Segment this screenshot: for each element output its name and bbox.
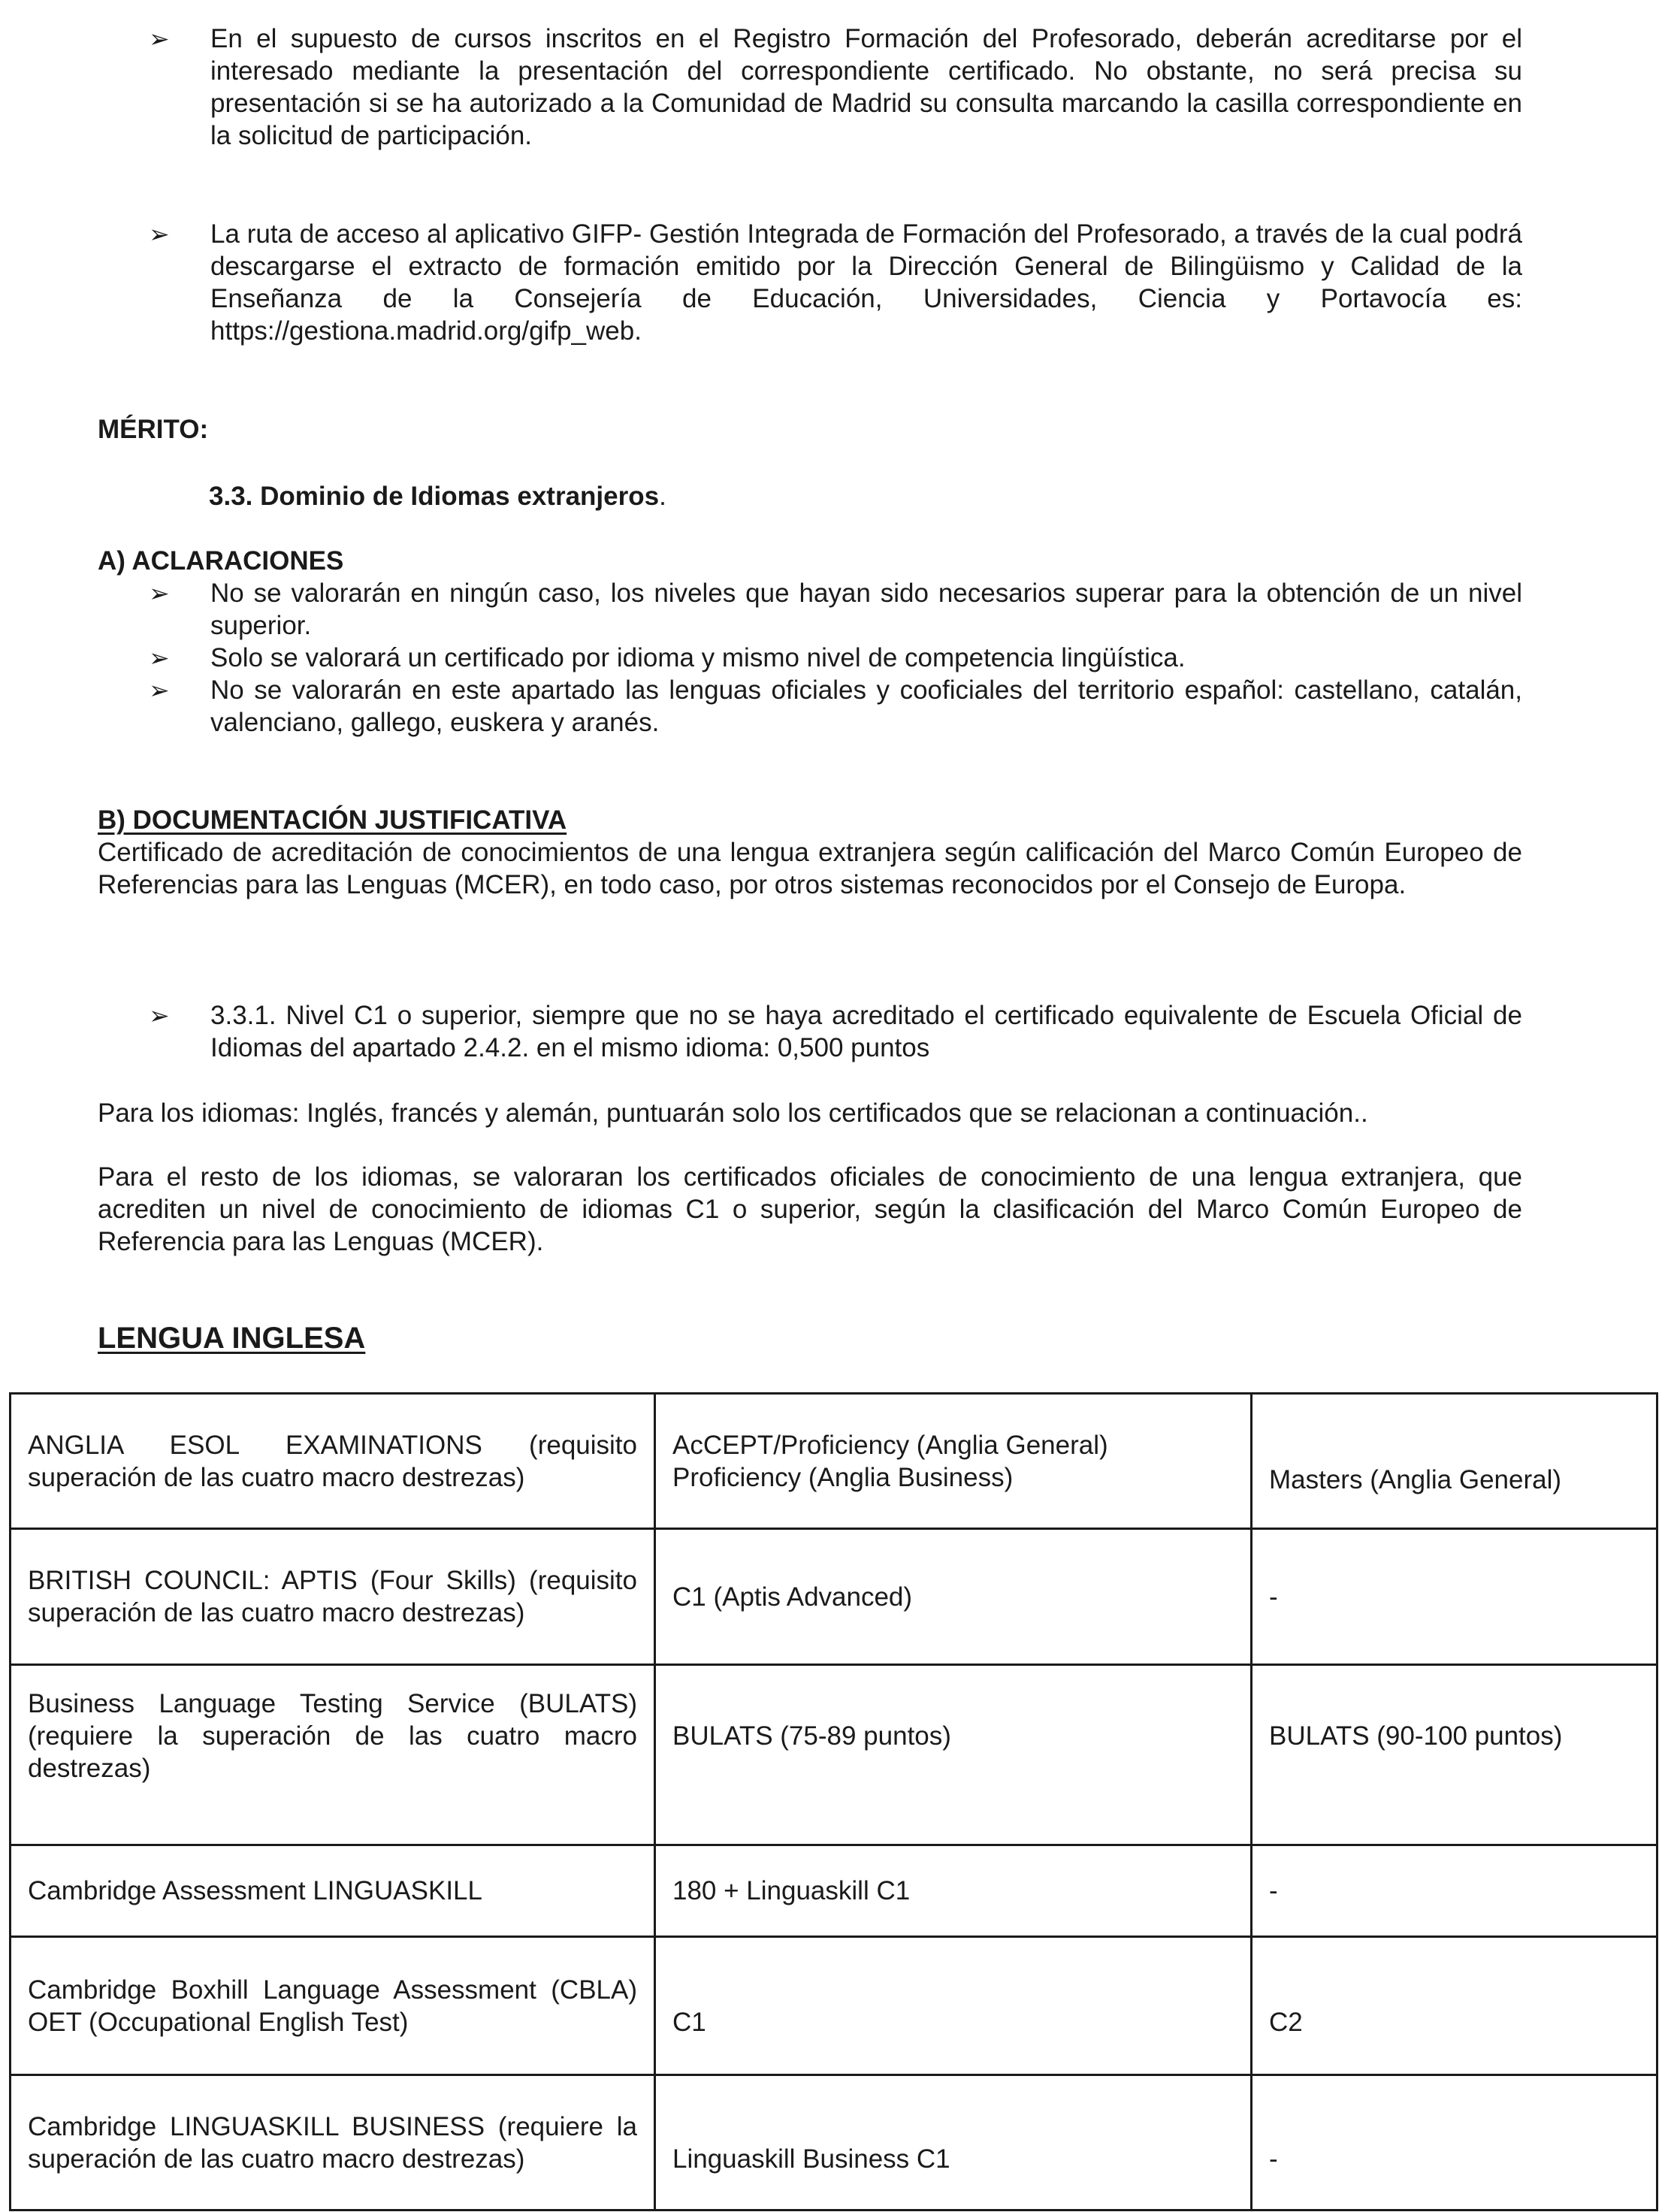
cell-text: BULATS (90-100 puntos) (1269, 1721, 1563, 1751)
table-cell (1252, 1845, 1657, 1937)
table-cell (11, 1394, 655, 1529)
cell-text: AcCEPT/Proficiency (Anglia General) Proficiency (Anglia Business) (672, 1430, 1108, 1492)
table-cell (11, 1665, 655, 1845)
documentacion-text: Certificado de acreditación de conocimientos de una lengua extranjera según calificación del Marco Común Europeo de Referencias para las Lenguas (MCER), en todo caso, por otros sistemas reconocidos por el Consejo de Europa. (98, 838, 1522, 899)
para-resto-idiomas: Para el resto de los idiomas, se valoraran los certificados oficiales de conocimiento de una lengua extranjera, que acrediten un nivel de conocimiento de idiomas C1 o superior, según la clasificación del Marco Común Europeo de Referencia para las Lenguas (MCER). (98, 1162, 1522, 1256)
aclaraciones-item-text: No se valorarán en este apartado las lenguas oficiales y cooficiales del territorio español: castellano, catalán, valenciano, gallego, euskera y aranés. (210, 675, 1522, 737)
cell-text: C2 (1269, 2007, 1303, 2037)
table-row (11, 1937, 1657, 2075)
section-title-text: 3.3. Dominio de Idiomas extranjeros (209, 482, 660, 511)
table-row (11, 1394, 1657, 1529)
section-title-end: . (659, 482, 666, 511)
table-cell (655, 1937, 1252, 2075)
table-cell (1252, 2075, 1657, 2210)
arrow-bullet-icon: ➢ (149, 220, 170, 248)
certificados-table (9, 1392, 1658, 2211)
merito-heading: MÉRITO: (98, 415, 209, 444)
cell-text: Business Language Testing Service (BULATS) (requiere la superación de las cuatro macro destrezas) (28, 1689, 637, 1783)
cell-text: - (1269, 1582, 1278, 1612)
cell-text: 180 + Linguaskill C1 (672, 1876, 911, 1905)
section-title (209, 480, 666, 512)
table-cell (655, 1394, 1252, 1529)
table-cell (1252, 1394, 1657, 1529)
cell-text: C1 (672, 2007, 706, 2037)
cell-text: C1 (Aptis Advanced) (672, 1582, 913, 1612)
table-row (11, 1665, 1657, 1845)
table-cell (1252, 1529, 1657, 1665)
aclaraciones-item (150, 642, 1522, 674)
table-cell (11, 1529, 655, 1665)
para-idiomas: Para los idiomas: Inglés, francés y alemán, puntuarán solo los certificados que se relacionan a continuación.. (98, 1098, 1368, 1128)
nivel-c1-text: 3.3.1. Nivel C1 o superior, siempre que no se haya acreditado el certificado equivalente de Escuela Oficial de Idiomas del apartado 2.4.2. en el mismo idioma: 0,500 puntos (210, 1001, 1522, 1062)
bullet-nivel-c1 (150, 999, 1522, 1064)
lengua-inglesa-heading: LENGUA INGLESA (98, 1322, 366, 1355)
aclaraciones-item-text: Solo se valorará un certificado por idioma y mismo nivel de competencia lingüística. (210, 643, 1186, 672)
table-cell (11, 1937, 655, 2075)
aclaraciones-item-text: No se valorarán en ningún caso, los niveles que hayan sido necesarios superar para la obtención de un nivel superior. (210, 579, 1522, 640)
table-cell (1252, 1665, 1657, 1845)
table-row (11, 1529, 1657, 1665)
arrow-bullet-icon: ➢ (149, 25, 170, 53)
bullet-text: En el supuesto de cursos inscritos en el Registro Formación del Profesorado, deberán acreditarse por el interesado mediante la presentación del correspondiente certificado. No obstante, no será precisa su presentación si se ha autorizado a la Comunidad de Madrid su consulta marcando la casilla correspondiente en la solicitud de participación. (210, 24, 1522, 150)
aclaraciones-item (150, 577, 1522, 642)
arrow-bullet-icon: ➢ (149, 1002, 170, 1029)
arrow-bullet-icon: ➢ (149, 644, 170, 672)
bullet-text: La ruta de acceso al aplicativo GIFP- Gestión Integrada de Formación del Profesorado, a través de la cual podrá descargarse el extracto de formación emitido por la Dirección General de Bilingüismo y Calidad de la Enseñanza de la Consejería de Educación, Universidades, Ciencia y Portavocía es: https://gestiona.madrid.org/gifp_web. (210, 219, 1522, 346)
cell-text: ANGLIA ESOL EXAMINATIONS (requisito superación de las cuatro macro destrezas) (28, 1430, 637, 1492)
table-cell (655, 2075, 1252, 2210)
table-cell (655, 1529, 1252, 1665)
bullet-ruta-gifp (150, 218, 1522, 347)
bullet-registro-formacion (150, 23, 1522, 152)
aclaraciones-item (150, 674, 1522, 739)
cell-text: BULATS (75-89 puntos) (672, 1721, 951, 1751)
table-cell (1252, 1937, 1657, 2075)
arrow-bullet-icon: ➢ (149, 676, 170, 704)
documentacion-heading: B) DOCUMENTACIÓN JUSTIFICATIVA (98, 805, 567, 835)
cell-text: - (1269, 1876, 1278, 1905)
arrow-bullet-icon: ➢ (149, 579, 170, 607)
cell-text: - (1269, 2144, 1278, 2174)
table-row (11, 1845, 1657, 1937)
cell-text: Linguaskill Business C1 (672, 2144, 950, 2174)
cell-text: Cambridge Assessment LINGUASKILL (28, 1876, 482, 1905)
cell-text: Cambridge Boxhill Language Assessment (CBLA) OET (Occupational English Test) (28, 1975, 637, 2037)
table-cell (11, 2075, 655, 2210)
aclaraciones-heading: A) ACLARACIONES (98, 546, 344, 576)
cell-text: Masters (Anglia General) (1269, 1465, 1562, 1494)
table-cell (655, 1665, 1252, 1845)
table-row (11, 2075, 1657, 2210)
table-cell (655, 1845, 1252, 1937)
table-cell (11, 1845, 655, 1937)
cell-text: BRITISH COUNCIL: APTIS (Four Skills) (requisito superación de las cuatro macro destrezas) (28, 1566, 637, 1627)
cell-text: Cambridge LINGUASKILL BUSINESS (requiere la superación de las cuatro macro destrezas) (28, 2111, 637, 2174)
